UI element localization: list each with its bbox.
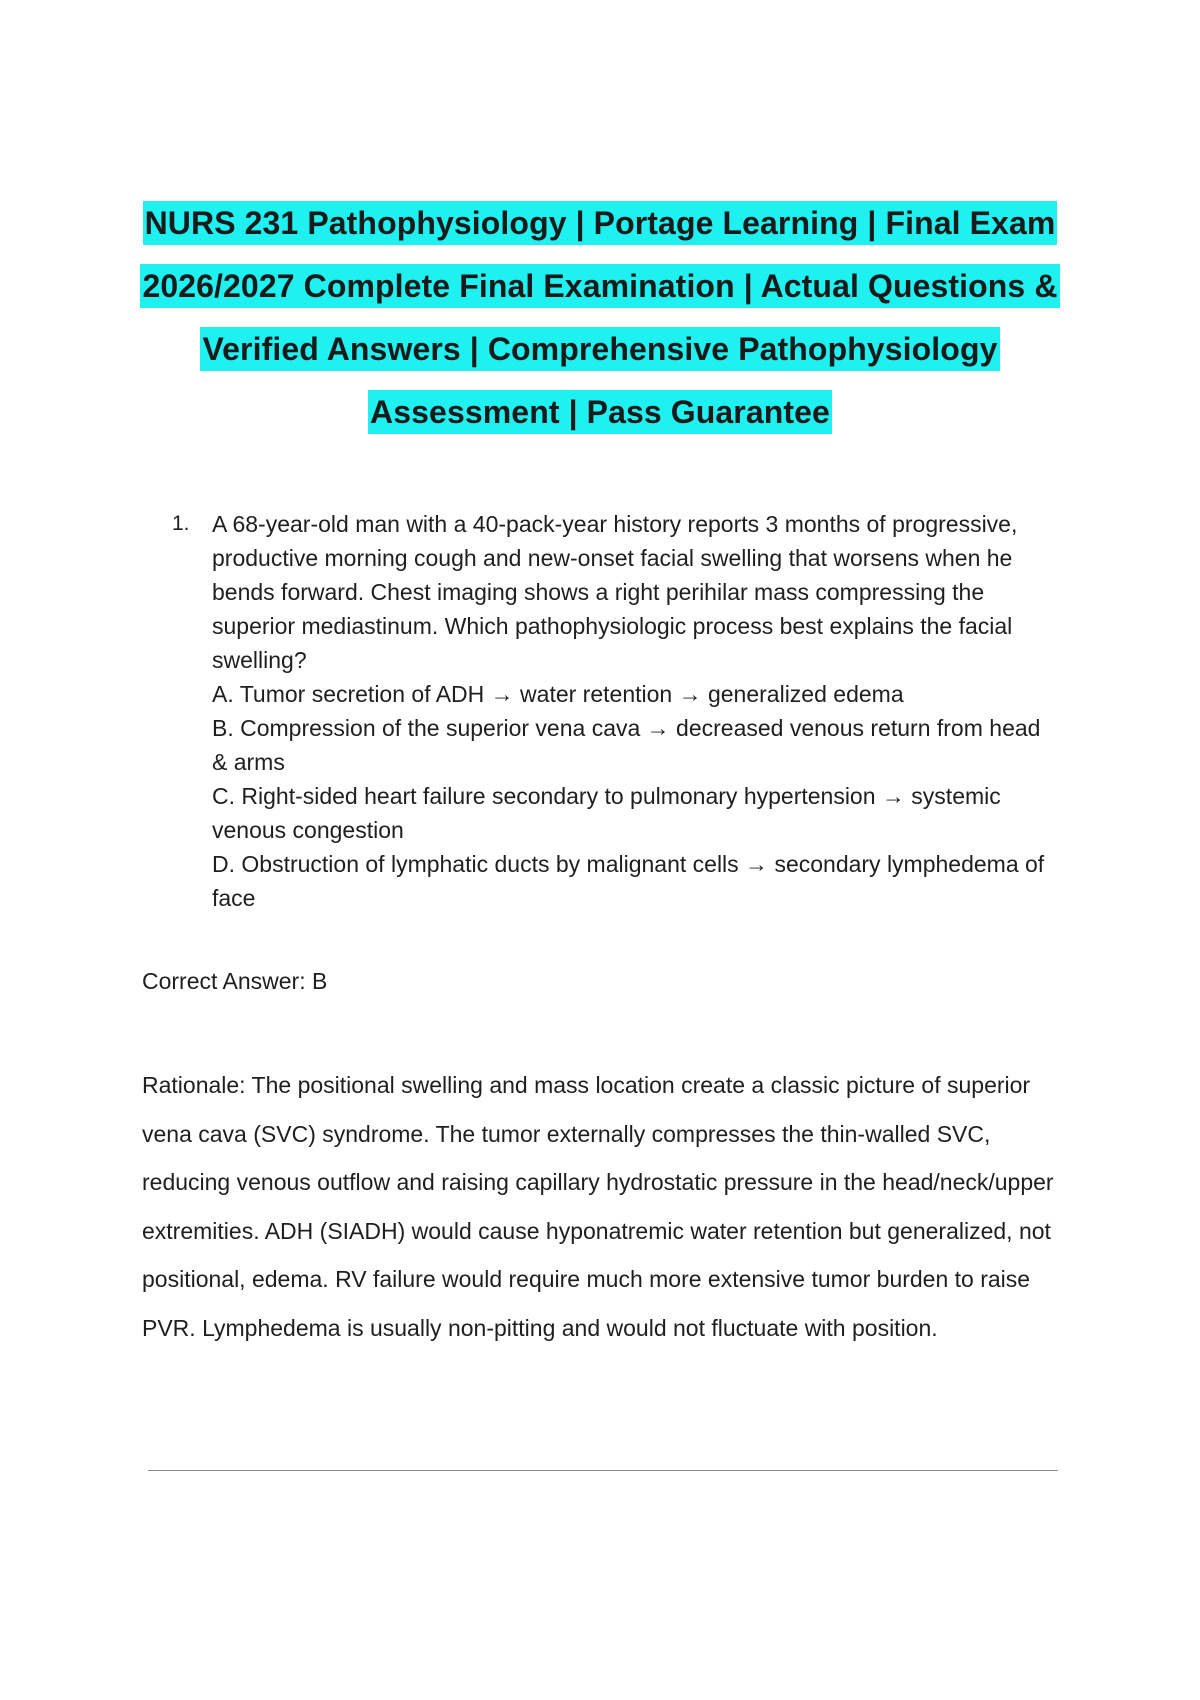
option-c: C. Right-sided heart failure secondary to pulmonary hypertension → systemic venous congestion bbox=[212, 783, 1001, 843]
document-title bbox=[140, 198, 1060, 450]
correct-answer: Correct Answer: B bbox=[142, 968, 328, 994]
title-line-2: 2026/2027 Complete Final Examination | Actual Questions & bbox=[140, 264, 1059, 308]
question-stem: A 68-year-old man with a 40-pack-year history reports 3 months of progressive, productive morning cough and new-onset facial swelling that worsens when he bends forward. Chest imaging shows a right perihilar mass compressing the superior mediastinum. Which pathophysiologic process best explains the facial swelling? bbox=[212, 511, 1018, 673]
option-d: D. Obstruction of lymphatic ducts by malignant cells → secondary lymphedema of face bbox=[212, 851, 1045, 911]
option-b: B. Compression of the superior vena cava → decreased venous return from head & arms bbox=[212, 715, 1041, 775]
question-body bbox=[212, 507, 1052, 915]
question-number: 1. bbox=[172, 512, 190, 535]
rationale-paragraph: Rationale: The positional swelling and mass location create a classic picture of superior vena cava (SVC) syndrome. The tumor externally compresses the thin-walled SVC, reducing venous outflow and raising capillary hydrostatic pressure in the head/neck/upper extremities. ADH (SIADH) would cause hyponatremic water retention but generalized, not positional, edema. RV failure would require much more extensive tumor burden to raise PVR. Lymphedema is usually non-pitting and would not fluctuate with position. bbox=[142, 1072, 1054, 1341]
title-line-4: Assessment | Pass Guarantee bbox=[368, 390, 832, 434]
section-divider bbox=[148, 1470, 1058, 1471]
question-1 bbox=[172, 507, 1052, 915]
title-line-1: NURS 231 Pathophysiology | Portage Learning | Final Exam bbox=[143, 201, 1058, 245]
option-a: A. Tumor secretion of ADH → water retention → generalized edema bbox=[212, 681, 904, 707]
title-line-3: Verified Answers | Comprehensive Pathophysiology bbox=[200, 327, 999, 371]
